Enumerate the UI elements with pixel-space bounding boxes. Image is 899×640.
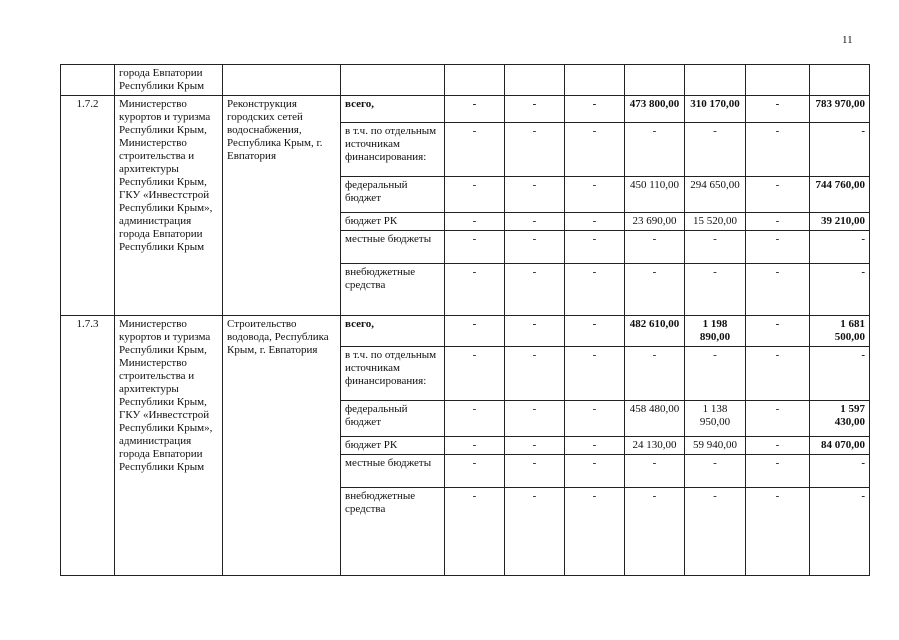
year-value-cell: - [746,401,810,437]
total-value-cell: - [810,264,870,316]
year-value-cell: 1 198 890,00 [685,316,746,347]
funding-source-label: бюджет РК [341,437,445,455]
year-value-cell: - [746,437,810,455]
year-value-cell: - [565,123,625,177]
year-value-cell: - [505,455,565,488]
year-value-cell: - [445,177,505,213]
funding-row [61,96,870,123]
year-value-cell: - [505,96,565,123]
year-value-cell: - [505,123,565,177]
funding-source-label: всего, [341,316,445,347]
year-value-cell: - [505,231,565,264]
year-value-cell: - [625,123,685,177]
year-value-cell: - [445,488,505,576]
year-value-cell: - [505,401,565,437]
total-value-cell: - [810,455,870,488]
year-value-cell: - [685,488,746,576]
funding-source-label: федеральный бюджет [341,177,445,213]
year-value-cell: - [445,455,505,488]
year-value-cell: - [746,264,810,316]
year-value-cell: - [565,264,625,316]
year-value-cell: - [565,437,625,455]
year-value-cell: - [685,264,746,316]
funding-source-label: бюджет РК [341,213,445,231]
year-value-cell: - [746,455,810,488]
year-value-cell: - [565,455,625,488]
year-value-cell: - [505,316,565,347]
section-index: 1.7.2 [61,96,115,316]
year-value-cell: - [746,488,810,576]
year-value-cell: 450 110,00 [625,177,685,213]
year-value-cell: - [445,231,505,264]
total-value-cell: 1 597 430,00 [810,401,870,437]
year-value-cell: - [625,264,685,316]
year-value-cell: - [445,96,505,123]
year-value-cell: - [565,231,625,264]
responsible-cell: Министерство курортов и туризма Республики Крым, Министерство строительства и архитектуры Республики Крым, ГКУ «Инвестстрой Республики Крым», администрация города Евпатории Республики Крым [115,316,223,576]
year-value-cell: - [746,316,810,347]
funding-source-label: в т.ч. по отдельным источникам финансирования: [341,347,445,401]
year-value-cell: 23 690,00 [625,213,685,231]
year-value-cell: - [445,316,505,347]
year-value-cell: 310 170,00 [685,96,746,123]
year-value-cell: - [445,437,505,455]
total-value-cell: - [810,231,870,264]
total-value-cell: 744 760,00 [810,177,870,213]
funding-source-label: внебюджетные средства [341,488,445,576]
year-value-cell: 473 800,00 [625,96,685,123]
year-value-cell: 294 650,00 [685,177,746,213]
funding-source-label: местные бюджеты [341,231,445,264]
page-number: 11 [842,34,853,46]
year-value-cell: - [445,401,505,437]
responsible-cell: Министерство курортов и туризма Республики Крым, Министерство строительства и архитектуры Республики Крым, ГКУ «Инвестстрой Республики Крым», администрация города Евпатории Республики Крым [115,96,223,316]
year-value-cell: - [625,455,685,488]
total-value-cell: - [810,123,870,177]
total-value-cell: 1 681 500,00 [810,316,870,347]
total-value-cell: 39 210,00 [810,213,870,231]
activity-cell: Реконструкция городских сетей водоснабжения, Республика Крым, г. Евпатория [223,96,341,316]
year-value-cell: - [625,231,685,264]
year-value-cell: - [685,231,746,264]
year-value-cell: - [565,96,625,123]
year-value-cell: 59 940,00 [685,437,746,455]
year-value-cell: 1 138 950,00 [685,401,746,437]
funding-source-label: федеральный бюджет [341,401,445,437]
funding-source-label: местные бюджеты [341,455,445,488]
continuation-row [61,65,870,96]
total-value-cell: 84 070,00 [810,437,870,455]
year-value-cell: - [565,401,625,437]
year-value-cell: - [746,96,810,123]
year-value-cell: - [445,264,505,316]
year-value-cell: - [565,488,625,576]
year-value-cell: - [565,213,625,231]
year-value-cell: - [505,177,565,213]
year-value-cell: - [505,488,565,576]
year-value-cell: - [746,213,810,231]
year-value-cell: - [565,347,625,401]
year-value-cell: - [746,123,810,177]
funding-source-label: в т.ч. по отдельным источникам финансирования: [341,123,445,177]
funding-table [60,64,870,576]
year-value-cell: - [505,213,565,231]
year-value-cell: - [505,347,565,401]
year-value-cell: - [746,177,810,213]
year-value-cell: 15 520,00 [685,213,746,231]
year-value-cell: - [505,264,565,316]
section-index: 1.7.3 [61,316,115,576]
year-value-cell: - [685,123,746,177]
total-value-cell: - [810,488,870,576]
activity-cell: Строительство водовода, Республика Крым, г. Евпатория [223,316,341,576]
total-value-cell: 783 970,00 [810,96,870,123]
year-value-cell: - [625,347,685,401]
year-value-cell: - [746,231,810,264]
year-value-cell: - [625,488,685,576]
year-value-cell: - [565,177,625,213]
year-value-cell: 458 480,00 [625,401,685,437]
total-value-cell: - [810,347,870,401]
year-value-cell: - [685,347,746,401]
year-value-cell: - [565,316,625,347]
year-value-cell: - [505,437,565,455]
funding-source-label: внебюджетные средства [341,264,445,316]
year-value-cell: - [746,347,810,401]
year-value-cell: 482 610,00 [625,316,685,347]
year-value-cell: - [445,123,505,177]
responsible-cell: города Евпатории Республики Крым [115,65,223,96]
year-value-cell: - [445,347,505,401]
funding-source-label: всего, [341,96,445,123]
year-value-cell: - [445,213,505,231]
year-value-cell: - [685,455,746,488]
index-cell [61,65,115,96]
year-value-cell: 24 130,00 [625,437,685,455]
funding-row [61,316,870,347]
